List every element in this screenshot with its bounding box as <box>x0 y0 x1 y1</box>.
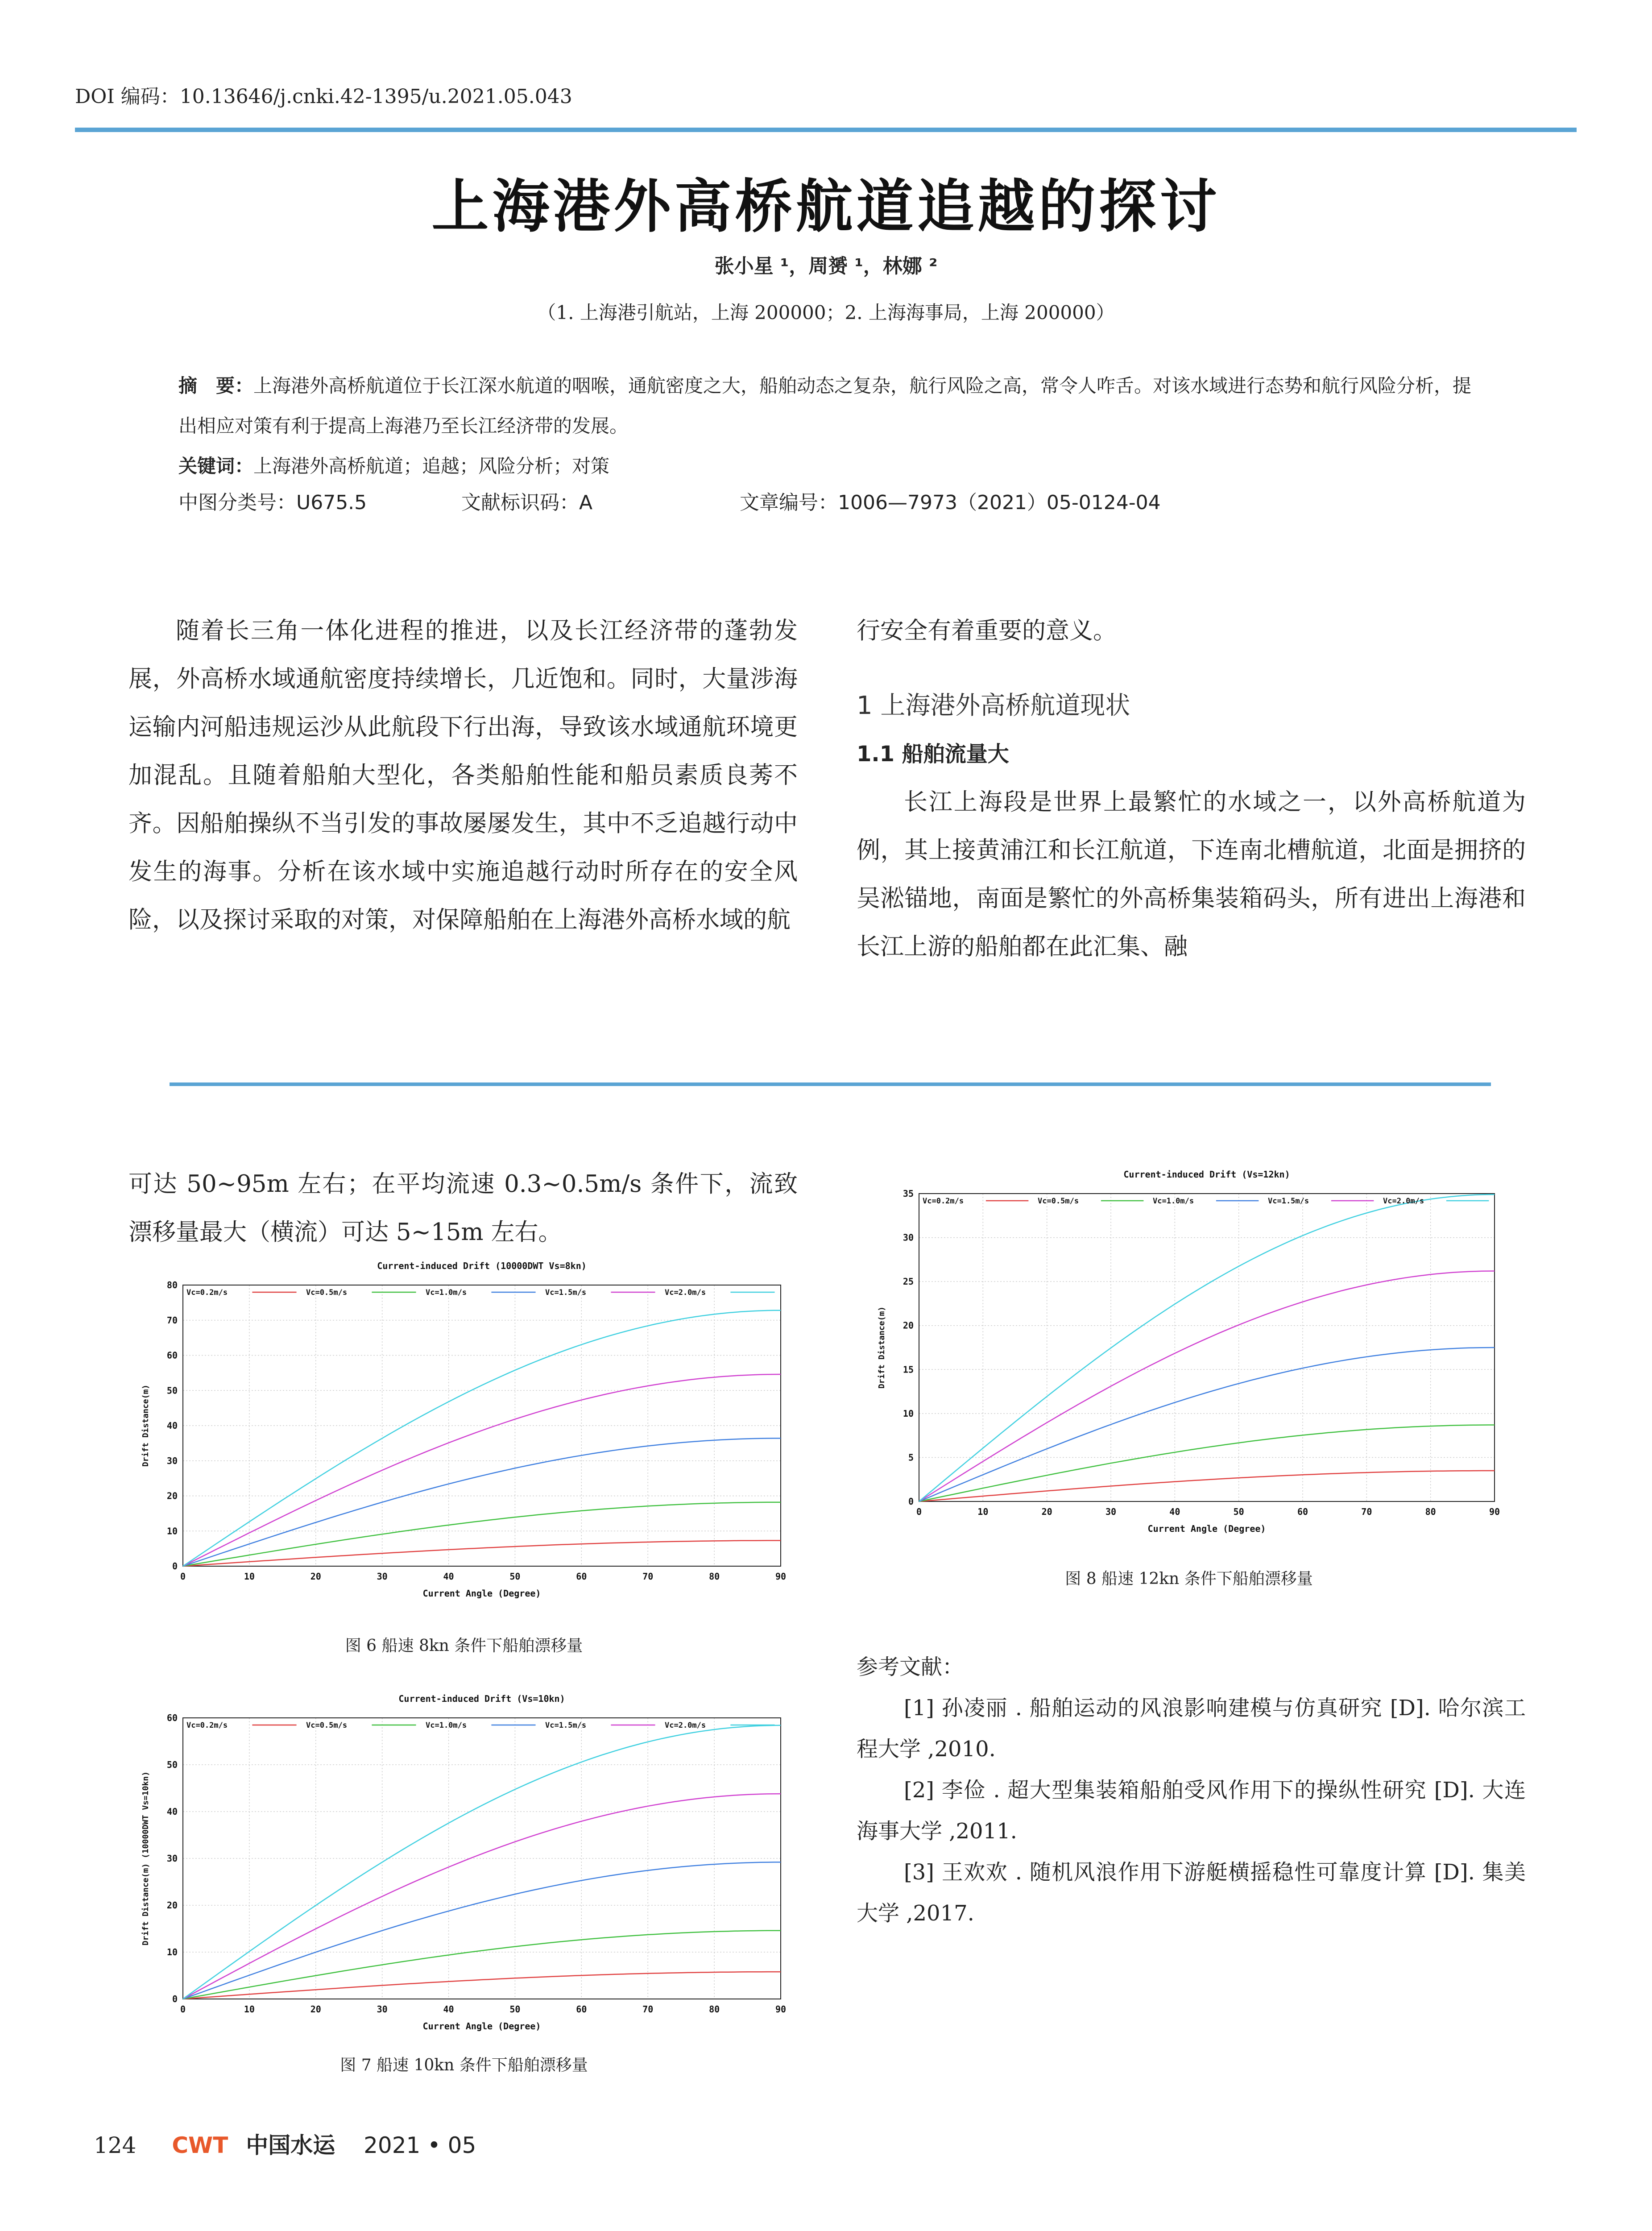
abstract-label: 摘 要： <box>178 375 254 397</box>
figure-6-chart <box>129 1258 799 1615</box>
plot-frame <box>183 1718 781 1999</box>
reference-item: [1] 孙凌丽 . 船舶运动的风浪影响建模与仿真研究 [D]. 哈尔滨工程大学 ,2010. <box>857 1696 1526 1762</box>
y-tick-label: 60 <box>166 1713 178 1723</box>
section-paragraph: 长江上海段是世界上最繁忙的水域之一，以外高桥航道为例，其上接黄浦江和长江航道，下连南北槽航道，北面是拥挤的吴淞锚地，南面是繁忙的外高桥集装箱码头，所有进出上海港和长江上游的船舶都在此汇集、融 <box>857 788 1526 960</box>
clc-code: 中图分类号：U675.5 <box>178 491 367 514</box>
abstract-block <box>178 366 1486 486</box>
series-line <box>183 1862 781 1999</box>
x-tick-label: 70 <box>642 2004 654 2015</box>
affiliations: （1. 上海港引航站，上海 200000；2. 上海海事局，上海 200000） <box>537 302 1115 323</box>
y-tick-label: 20 <box>166 1490 178 1501</box>
series-line <box>183 1972 781 1999</box>
doi-line: DOI 编码：10.13646/j.cnki.42-1395/u.2021.05.043 <box>75 85 572 108</box>
y-tick-label: 35 <box>903 1188 914 1199</box>
series-line <box>919 1271 1495 1502</box>
legend-label: Vc=0.5m/s <box>306 1721 348 1730</box>
x-tick-label: 80 <box>1425 1506 1436 1517</box>
y-tick-label: 30 <box>166 1455 178 1466</box>
x-tick-label: 30 <box>377 2004 388 2015</box>
x-tick-label: 90 <box>775 2004 787 2015</box>
series-line <box>919 1425 1495 1502</box>
abstract <box>178 366 1486 446</box>
y-tick-label: 40 <box>166 1806 178 1817</box>
y-tick-label: 0 <box>908 1496 914 1507</box>
abstract-text: 上海港外高桥航道位于长江深水航道的咽喉，通航密度之大，船舶动态之复杂，航行风险之高，常令人咋舌。对该水域进行态势和航行风险分析，提出相应对策有利于提高上海港乃至长江经济带的发展。 <box>178 375 1472 437</box>
y-tick-label: 30 <box>166 1853 178 1864</box>
y-tick-label: 15 <box>903 1364 914 1375</box>
article-meta <box>178 486 1486 515</box>
x-tick-label: 10 <box>977 1506 989 1517</box>
reference-item: [2] 李俭 . 超大型集装箱船舶受风作用下的操纵性研究 [D]. 大连海事大学 ,2011. <box>857 1778 1526 1844</box>
figure-8-caption: 图 8 船速 12kn 条件下船舶漂移量 <box>1065 1570 1313 1588</box>
y-tick-label: 80 <box>166 1280 178 1290</box>
y-tick-label: 25 <box>903 1276 914 1287</box>
chart-title: Current-induced Drift (Vs=10kn) <box>398 1693 565 1704</box>
chart-fig6-svg <box>129 1258 799 1615</box>
references <box>857 1646 1526 1934</box>
y-tick-label: 50 <box>166 1385 178 1396</box>
x-axis-label: Current Angle (Degree) <box>422 1588 541 1599</box>
figure-7-chart <box>129 1691 799 2048</box>
page-number: 124 <box>94 2132 137 2158</box>
x-tick-label: 50 <box>509 2004 521 2015</box>
plot-frame <box>183 1285 781 1566</box>
y-axis-label: Drift Distance(m) (10000DWT Vs=10kn) <box>141 1771 150 1946</box>
legend-label: Vc=1.5m/s <box>545 1288 587 1297</box>
y-tick-label: 60 <box>166 1350 178 1361</box>
page-footer <box>94 2127 476 2160</box>
journal-issue: 2021 • 05 <box>364 2132 476 2158</box>
y-tick-label: 10 <box>166 1526 178 1537</box>
legend-label: Vc=0.2m/s <box>923 1197 964 1206</box>
legend-label: Vc=2.0m/s <box>665 1721 706 1730</box>
x-tick-label: 20 <box>1041 1506 1052 1517</box>
x-tick-label: 90 <box>775 1571 787 1582</box>
y-tick-label: 30 <box>903 1232 914 1243</box>
legend-label: Vc=1.5m/s <box>545 1721 587 1730</box>
x-tick-label: 90 <box>1489 1506 1500 1517</box>
legend-label: Vc=1.0m/s <box>426 1721 467 1730</box>
series-line <box>919 1471 1495 1501</box>
series-line <box>183 1502 781 1566</box>
y-axis-label: Drift Distance(m) <box>877 1306 886 1389</box>
x-tick-label: 0 <box>180 1571 186 1582</box>
x-tick-label: 40 <box>443 2004 454 2015</box>
section-divider <box>170 1082 1491 1086</box>
x-tick-label: 70 <box>642 1571 654 1582</box>
series-line <box>183 1310 781 1566</box>
x-tick-label: 60 <box>576 1571 587 1582</box>
y-tick-label: 10 <box>166 1947 178 1957</box>
series-line <box>183 1931 781 1999</box>
authors: 张小星 ¹，周赟 ¹，林娜 ² <box>714 255 938 278</box>
x-tick-label: 40 <box>443 1571 454 1582</box>
x-tick-label: 0 <box>180 2004 186 2015</box>
chart-title: Current-induced Drift (Vs=12kn) <box>1123 1169 1290 1180</box>
x-tick-label: 80 <box>709 1571 720 1582</box>
keywords <box>178 446 1486 486</box>
legend-label: Vc=0.5m/s <box>306 1288 348 1297</box>
y-tick-label: 50 <box>166 1759 178 1770</box>
y-tick-label: 0 <box>172 1994 178 2004</box>
chart-fig8-svg <box>865 1167 1512 1551</box>
legend-label: Vc=2.0m/s <box>665 1288 706 1297</box>
keywords-label: 关键词： <box>178 455 254 477</box>
references-title: 参考文献： <box>857 1655 964 1679</box>
x-tick-label: 80 <box>709 2004 720 2015</box>
lower-left-paragraph: 可达 50~95m 左右；在平均流速 0.3~0.5m/s 条件下，流致漂移量最大（横流）可达 5~15m 左右。 <box>128 1170 798 1246</box>
legend-label: Vc=0.2m/s <box>186 1721 228 1730</box>
keywords-text: 上海港外高桥航道；追越；风险分析；对策 <box>253 455 610 477</box>
figure-8-chart <box>865 1167 1512 1551</box>
figure-6-caption: 图 6 船速 8kn 条件下船舶漂移量 <box>345 1637 583 1655</box>
legend-label: Vc=1.5m/s <box>1268 1197 1309 1206</box>
body-left-column <box>128 607 798 944</box>
x-tick-label: 10 <box>244 2004 255 2015</box>
y-tick-label: 5 <box>908 1452 914 1463</box>
y-tick-label: 40 <box>166 1420 178 1431</box>
y-tick-label: 10 <box>903 1408 914 1419</box>
x-tick-label: 30 <box>1105 1506 1117 1517</box>
section-heading-1: 1 上海港外高桥航道现状 <box>857 691 1130 720</box>
body-right-column <box>857 607 1526 971</box>
y-tick-label: 20 <box>903 1320 914 1331</box>
y-axis-label: Drift Distance(m) <box>141 1384 150 1467</box>
series-line <box>183 1374 781 1566</box>
journal-brand-logo: CWT <box>172 2132 228 2158</box>
legend-label: Vc=1.0m/s <box>1153 1197 1194 1206</box>
series-line <box>183 1438 781 1566</box>
y-tick-label: 0 <box>172 1561 178 1572</box>
legend-label: Vc=2.0m/s <box>1383 1197 1424 1206</box>
x-axis-label: Current Angle (Degree) <box>422 2021 541 2032</box>
x-tick-label: 50 <box>509 1571 521 1582</box>
journal-name: 中国水运 <box>246 2132 335 2158</box>
header-rule <box>75 128 1577 132</box>
series-line <box>183 1725 781 1999</box>
article-number: 文章编号：1006—7973（2021）05-0124-04 <box>740 491 1161 514</box>
intro-paragraph-end: 行安全有着重要的意义。 <box>857 617 1117 644</box>
document-code: 文献标识码：A <box>461 491 593 514</box>
x-tick-label: 60 <box>1297 1506 1308 1517</box>
series-line <box>183 1541 781 1567</box>
legend-label: Vc=0.5m/s <box>1038 1197 1079 1206</box>
reference-item: [3] 王欢欢 . 随机风浪作用下游艇横摇稳性可靠度计算 [D]. 集美大学 ,2017. <box>857 1860 1526 1926</box>
y-tick-label: 20 <box>166 1900 178 1911</box>
chart-title: Current-induced Drift (10000DWT Vs=8kn) <box>377 1261 587 1271</box>
x-axis-label: Current Angle (Degree) <box>1147 1523 1266 1534</box>
figure-7-caption: 图 7 船速 10kn 条件下船舶漂移量 <box>340 2056 588 2074</box>
article-title: 上海港外高桥航道追越的探讨 <box>431 173 1221 240</box>
x-tick-label: 70 <box>1361 1506 1372 1517</box>
x-tick-label: 60 <box>576 2004 587 2015</box>
chart-fig7-svg <box>129 1691 799 2048</box>
x-tick-label: 20 <box>310 1571 321 1582</box>
y-tick-label: 70 <box>166 1315 178 1326</box>
x-tick-label: 50 <box>1233 1506 1244 1517</box>
x-tick-label: 40 <box>1169 1506 1180 1517</box>
subsection-heading-1-1: 1.1 船舶流量大 <box>857 742 1009 767</box>
intro-paragraph: 随着长三角一体化进程的推进，以及长江经济带的蓬勃发展，外高桥水域通航密度持续增长，几近饱和。同时，大量涉海运输内河船违规运沙从此航段下行出海，导致该水域通航环境更加混乱。且随着船舶大型化，各类船舶性能和船员素质良莠不齐。因船舶操纵不当引发的事故屡屡发生，其中不乏追越行动中发生的海事。分析在该水域中实施追越行动时所存在的安全风险，以及探讨采取的对策，对保障船舶在上海港外高桥水域的航 <box>128 617 798 933</box>
x-tick-label: 0 <box>916 1506 922 1517</box>
legend-label: Vc=1.0m/s <box>426 1288 467 1297</box>
series-line <box>919 1194 1495 1501</box>
x-tick-label: 20 <box>310 2004 321 2015</box>
x-tick-label: 10 <box>244 1571 255 1582</box>
legend-label: Vc=0.2m/s <box>186 1288 228 1297</box>
x-tick-label: 30 <box>377 1571 388 1582</box>
series-line <box>183 1794 781 1999</box>
series-line <box>919 1348 1495 1501</box>
plot-frame <box>919 1194 1495 1501</box>
